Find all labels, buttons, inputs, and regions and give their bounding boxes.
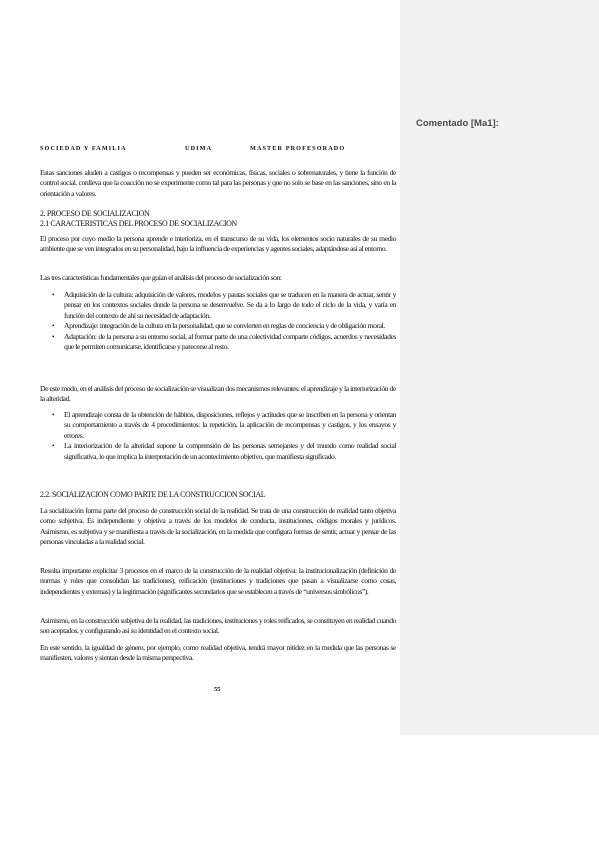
characteristics-list [52,290,396,352]
bullet-icon: • [52,322,55,331]
list-item: • Aprendizaje: integración de la cultura en la personalidad, que se convierten en reglas de conciencia y de obligación moral. [52,321,385,331]
header-university: UDIMA [185,145,213,152]
page-number: 55 [214,686,221,693]
paragraph-sanctions: Estas sanciones aluden a castigos o recompensas y pueden ser económicas, físicas, sociales o sobrenaturales, y tiene la función de control social. conlleva que la coacción no se experimente como tal para las personas y que no solo se base en las sanciones, sino en la orientación a valores. [40,168,396,198]
list-item: • El aprendizaje consta de la obtención de hábitos, disposiciones, reflejos y actitudes que se inscriben en la persona y orientan su comportamiento a través de 4 procedimientos: la repetición, la aplicación de recompensas y castigos, y los ensayos y errores. [52,410,396,440]
paragraph-gender-equality: En este sentido, la igualdad de género, por ejemplo, como realidad objetiva, tendrá mayor nitidez en la medida que las personas se manifiesten, valores y sientan desde la misma perspectiva. [40,643,396,663]
paragraph-three-characteristics: Las tres características fundamentales que guían el análisis del proceso de socialización son: [40,273,282,282]
mechanisms-list [52,410,396,462]
header-subject: SOCIEDAD Y FAMILIA [40,145,127,152]
header-program: MASTER PROFESORADO [250,145,346,152]
paragraph-mechanisms: De este modo, en el análisis del proceso de socialización se visualizan dos mecanismos relevantes: el aprendizaje y la interiorización de la alteridad. [40,384,396,404]
heading-social-construction: 2.2. SOCIALIZACION COMO PARTE DE LA CONSTRUCCION SOCIAL [40,490,266,499]
paragraph-processes: Resulta importante explicitar 3 procesos en el marco de la construcción de la realidad objetiva: la institucionalización (definición de normas y roles que consolidan las tradiciones), reificación (instituciones y tradiciones que pasan a visualizarse como cosas, independientes y externas) y la legitimación (significantes secundarios que se establecen a través de “universos simbólicos”). [40,566,396,596]
list-item: • Adaptación: de la persona a su entorno social, al formar parte de una colectividad comparte códigos, acuerdos y necesidades que le permiten comunicarse, identificarse y parecerse al resto. [52,331,396,352]
bullet-icon: • [52,442,55,451]
heading-characteristics: 2.1 CARACTERISTICAS DEL PROCESO DE SOCIALIZACION [40,219,237,228]
bullet-icon: • [52,411,55,419]
comment-label[interactable]: Comentado [Ma1]: [416,118,499,129]
list-item: • La interiorización de la alteridad supone la comprensión de las personas semejantes y del mundo como realidad social significativa, lo que implica la interpretación de un acontecimiento objetivo, que manifiesta significado. [52,441,396,461]
list-item: • Adquisición de la cultura: adquisición de valores, modelos y pautas sociales que se traducen en la manera de actuar, sentir y pensar en los contextos sociales donde la persona se desenvuelve. Se da a lo largo de todo el ciclo de la vida, y varía en función del contexto de ahí su necesidad de adaptación. [52,290,396,320]
comment-pane [400,0,599,735]
bullet-icon: • [52,291,55,299]
paragraph-subjective: Asimismo, en la construcción subjetiva de la realidad, las tradiciones, instituciones y roles reificados, se constituyen en realidad cuando son aceptados, y configurando así su identidad en el contexto social. [40,616,396,636]
bullet-icon: • [52,332,55,341]
paragraph-construction: La socialización forma parte del proceso de construcción social de la realidad. Se trata de una construcción de realidad tanto objetiva como subjetiva. Es independiente y objetiva a través de los modelos de conducta, instituciones, códigos morales y jurídicos. Asimismo, es subjetiva y se manifiesta a través de la socialización, en la medida que configura formas de sentir, actuar y pensar de las personas vinculadas a la realidad social. [40,506,396,547]
paragraph-definition: El proceso por cuyo medio la persona aprende e interioriza, en el transcurso de su vida, los elementos socio naturales de su medio ambiente que se ven integrados en su personalidad, bajo la influencia de experiencias y agentes sociales, adaptándose así al entorno. [40,234,396,254]
heading-socialization-process: 2. PROCESO DE SOCIALIZACION [40,209,150,218]
